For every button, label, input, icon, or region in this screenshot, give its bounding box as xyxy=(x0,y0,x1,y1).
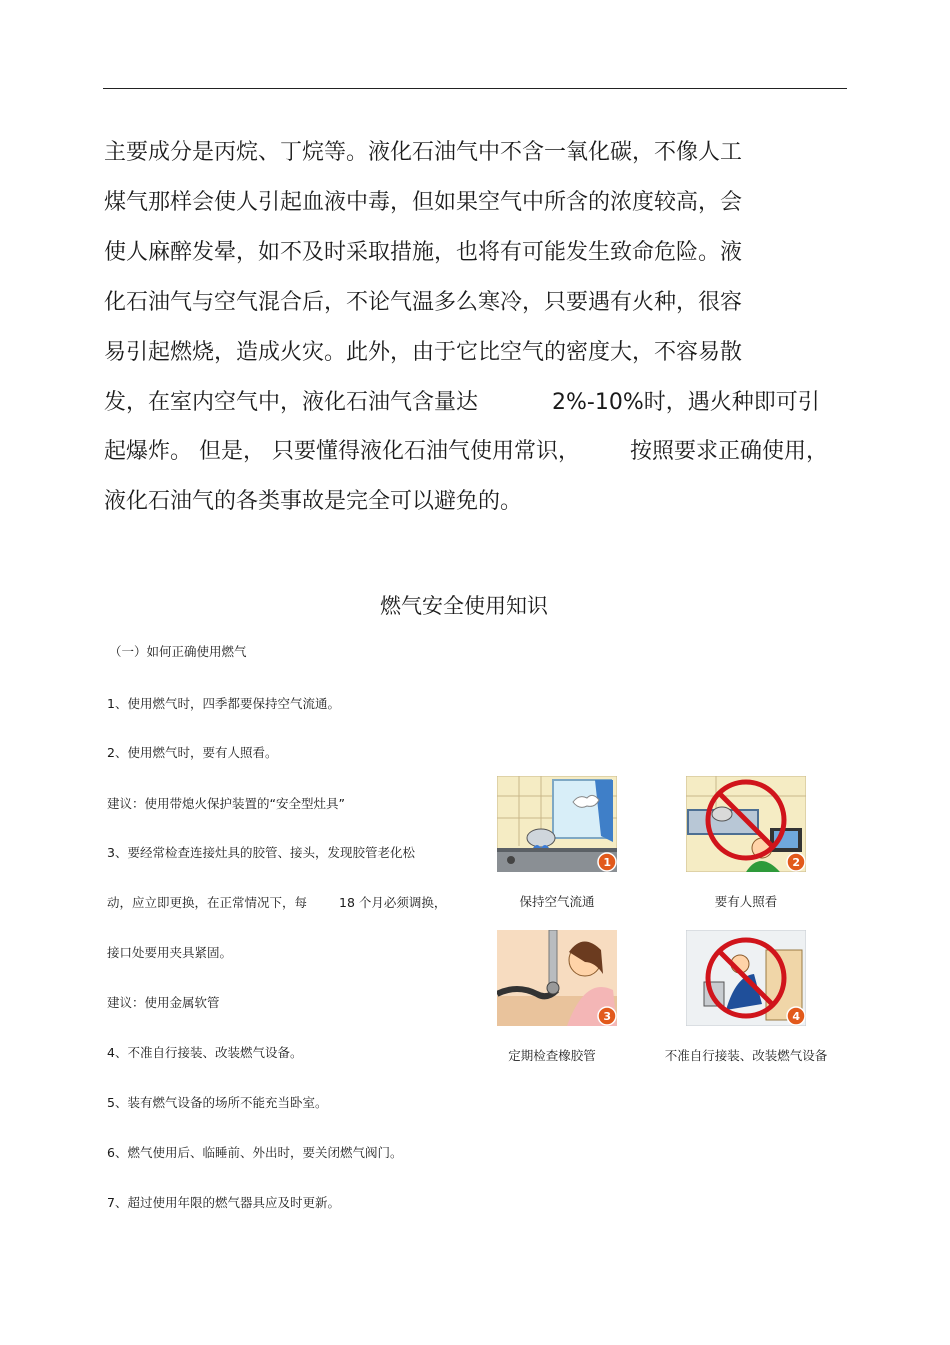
paragraph-line: 煤气那样会使人引起血液中毒，但如果空气中所含的浓度较高，会 xyxy=(104,190,743,215)
illustration-caption: 定期检查橡胶管 xyxy=(508,1048,596,1063)
paragraph-line-percent: 2%-10%时，遇火种即可引 xyxy=(552,390,820,415)
list-item: 7、超过使用年限的燃气器具应及时更新。 xyxy=(107,1195,340,1210)
paragraph-line: 发，在室内空气中，液化石油气含量达 xyxy=(104,390,479,415)
paragraph-line: 化石油气与空气混合后，不论气温多么寒冷，只要遇有火种，很容 xyxy=(104,290,743,315)
list-item: 1、使用燃气时，四季都要保持空气流通。 xyxy=(107,696,340,711)
list-item: 4、不准自行接装、改装燃气设备。 xyxy=(107,1045,303,1060)
header-rule xyxy=(103,88,847,89)
list-item: 建议：使用带熄火保护装置的“安全型灶具” xyxy=(107,796,345,811)
kitchen-window-icon xyxy=(497,776,617,872)
list-item: 建议：使用金属软管 xyxy=(107,995,220,1010)
unattended-stove-icon xyxy=(686,776,806,872)
paragraph-line: 使人麻醉发晕，如不及时采取措施，也将有可能发生致命危险。液 xyxy=(104,240,743,265)
list-item: 动，应立即更换，在正常情况下，每 xyxy=(107,895,308,910)
no-self-install-icon xyxy=(686,930,806,1026)
paragraph-line: 按照要求正确使用， xyxy=(630,439,829,464)
list-item: 6、燃气使用后、临睡前、外出时，要关闭燃气阀门。 xyxy=(107,1145,403,1160)
badge-number: 4 xyxy=(792,1010,800,1023)
paragraph-line: 主要成分是丙烷、丁烷等。液化石油气中不含一氧化碳，不像人工 xyxy=(104,140,743,165)
section-subtitle: （一）如何正确使用燃气 xyxy=(109,644,247,659)
list-item: 2、使用燃气时，要有人照看。 xyxy=(107,745,278,760)
list-item: 3、要经常检查连接灶具的胶管、接头，发现胶管老化松 xyxy=(107,845,415,860)
rubber-hose-check-icon xyxy=(497,930,617,1026)
illustration-caption: 保持空气流通 xyxy=(519,894,595,909)
section-title: 燃气安全使用知识 xyxy=(380,594,548,618)
list-item: 5、装有燃气设备的场所不能充当卧室。 xyxy=(107,1095,328,1110)
paragraph-line: 易引起燃烧，造成火灾。此外，由于它比空气的密度大，不容易散 xyxy=(104,340,743,365)
illustration-caption: 要有人照看 xyxy=(714,894,778,909)
paragraph-line: 液化石油气的各类事故是完全可以避免的。 xyxy=(104,489,523,514)
badge-number: 3 xyxy=(603,1010,611,1023)
paragraph-line: 起爆炸。 但是， 只要懂得液化石油气使用常识， xyxy=(104,439,580,464)
list-item: 18 个月必须调换， xyxy=(339,895,447,910)
illustration-caption: 不准自行接装、改装燃气设备 xyxy=(664,1048,828,1063)
list-item: 接口处要用夹具紧固。 xyxy=(107,945,233,960)
badge-number: 2 xyxy=(792,856,800,869)
badge-number: 1 xyxy=(603,856,611,869)
